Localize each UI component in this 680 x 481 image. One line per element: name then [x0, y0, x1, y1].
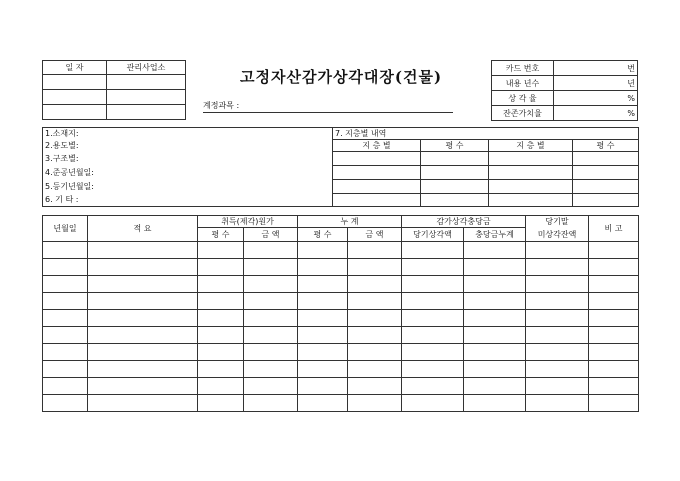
card-number-label: 카드 번호 — [492, 61, 554, 76]
page-title: 고정자산감가상각대장(건물) — [240, 68, 443, 86]
area-cell[interactable] — [573, 152, 639, 166]
ledger-cell[interactable] — [348, 259, 402, 276]
area-cell[interactable] — [421, 180, 489, 194]
ledger-cell[interactable] — [464, 259, 526, 276]
ledger-cell[interactable] — [464, 344, 526, 361]
ledger-cell[interactable] — [526, 378, 589, 395]
remaining-balance-header-bottom: 미상각잔액 — [526, 228, 589, 242]
ledger-cell[interactable] — [244, 344, 298, 361]
ledger-cell[interactable] — [88, 242, 198, 259]
ledger-cell[interactable] — [589, 293, 639, 310]
current-depreciation-header: 당기상각액 — [402, 228, 464, 242]
table-row — [43, 327, 639, 344]
ledger-cell[interactable] — [589, 327, 639, 344]
ledger-cell[interactable] — [464, 310, 526, 327]
area-cell[interactable] — [573, 166, 639, 180]
ledger-cell[interactable] — [402, 276, 464, 293]
cum-amount-header: 금 액 — [348, 228, 402, 242]
ledger-cell[interactable] — [244, 276, 298, 293]
floor-cell[interactable] — [333, 180, 421, 194]
table-row — [43, 310, 639, 327]
ledger-cell[interactable] — [402, 327, 464, 344]
floor-cell[interactable] — [333, 166, 421, 180]
ledger-cell[interactable] — [526, 361, 589, 378]
date-header: 년월일 — [43, 216, 88, 242]
ledger-cell[interactable] — [198, 327, 244, 344]
ledger-cell[interactable] — [198, 344, 244, 361]
ledger-table — [42, 215, 639, 412]
ledger-cell[interactable] — [464, 378, 526, 395]
floor-cell[interactable] — [333, 152, 421, 166]
floor-cell[interactable] — [489, 166, 573, 180]
cumulative-header: 누 계 — [298, 216, 402, 228]
area-cell[interactable] — [421, 152, 489, 166]
ledger-cell[interactable] — [348, 327, 402, 344]
ledger-cell[interactable] — [198, 395, 244, 412]
floor-header: 지 층 별 — [333, 140, 421, 152]
ledger-cell[interactable] — [88, 310, 198, 327]
date-cell[interactable] — [43, 90, 107, 105]
ledger-cell[interactable] — [589, 395, 639, 412]
ledger-cell[interactable] — [526, 327, 589, 344]
ledger-cell[interactable] — [298, 310, 348, 327]
ledger-cell[interactable] — [589, 276, 639, 293]
floor-cell[interactable] — [489, 194, 573, 207]
ledger-cell[interactable] — [402, 259, 464, 276]
depreciation-allowance-header: 감가상각충당금 — [402, 216, 526, 228]
office-cell[interactable] — [107, 105, 186, 120]
table-row — [43, 259, 639, 276]
description-header: 적 요 — [88, 216, 198, 242]
floor-cell[interactable] — [489, 152, 573, 166]
floor-section-title: 7. 지층별 내역 — [333, 128, 639, 140]
floor-cell[interactable] — [333, 194, 421, 207]
ledger-cell[interactable] — [43, 276, 88, 293]
ledger-cell[interactable] — [244, 327, 298, 344]
ledger-cell[interactable] — [88, 276, 198, 293]
ledger-cell[interactable] — [88, 361, 198, 378]
depreciation-rate-unit[interactable]: % — [554, 91, 638, 106]
ledger-cell[interactable] — [464, 327, 526, 344]
ledger-cell[interactable] — [402, 310, 464, 327]
ledger-cell[interactable] — [244, 395, 298, 412]
ledger-cell[interactable] — [464, 361, 526, 378]
ledger-cell[interactable] — [244, 378, 298, 395]
ledger-cell[interactable] — [244, 361, 298, 378]
ledger-cell[interactable] — [43, 361, 88, 378]
ledger-cell[interactable] — [402, 242, 464, 259]
ledger-cell[interactable] — [88, 395, 198, 412]
useful-life-unit[interactable]: 년 — [554, 76, 638, 91]
property-table — [42, 127, 639, 207]
table-row — [43, 293, 639, 310]
ledger-cell[interactable] — [589, 344, 639, 361]
date-cell[interactable] — [43, 105, 107, 120]
floor-cell[interactable] — [489, 180, 573, 194]
ledger-cell[interactable] — [43, 310, 88, 327]
ledger-cell[interactable] — [298, 344, 348, 361]
ledger-body — [43, 242, 639, 412]
acq-amount-header: 금 액 — [244, 228, 298, 242]
ledger-cell[interactable] — [88, 327, 198, 344]
account-field[interactable]: 계정과목 : — [203, 100, 453, 113]
office-cell[interactable] — [107, 75, 186, 90]
area-cell[interactable] — [573, 180, 639, 194]
ledger-cell[interactable] — [348, 293, 402, 310]
acq-area-header: 평 수 — [198, 228, 244, 242]
ledger-cell[interactable] — [348, 378, 402, 395]
ledger-cell[interactable] — [464, 293, 526, 310]
ledger-cell[interactable] — [43, 259, 88, 276]
area-cell[interactable] — [573, 194, 639, 207]
ledger-cell[interactable] — [43, 293, 88, 310]
ledger-cell[interactable] — [244, 310, 298, 327]
ledger-cell[interactable] — [526, 259, 589, 276]
ledger-cell[interactable] — [526, 395, 589, 412]
ledger-cell[interactable] — [198, 276, 244, 293]
ledger-cell[interactable] — [198, 259, 244, 276]
ledger-cell[interactable] — [298, 259, 348, 276]
ledger-cell[interactable] — [589, 259, 639, 276]
date-cell[interactable] — [43, 75, 107, 90]
ledger-cell[interactable] — [298, 293, 348, 310]
ledger-cell[interactable] — [88, 344, 198, 361]
ledger-cell[interactable] — [298, 378, 348, 395]
ledger-cell[interactable] — [348, 395, 402, 412]
date-label: 일 자 — [43, 61, 107, 75]
ledger-cell[interactable] — [348, 276, 402, 293]
area-header: 평 수 — [421, 140, 489, 152]
ledger-cell[interactable] — [244, 259, 298, 276]
area-cell[interactable] — [421, 166, 489, 180]
ledger-cell[interactable] — [589, 361, 639, 378]
ledger-cell[interactable] — [43, 344, 88, 361]
ledger-cell[interactable] — [464, 276, 526, 293]
floor-header: 지 층 별 — [489, 140, 573, 152]
table-row — [43, 378, 639, 395]
table-row — [43, 361, 639, 378]
ledger-cell[interactable] — [43, 378, 88, 395]
ledger-cell[interactable] — [43, 395, 88, 412]
ledger-cell[interactable] — [298, 327, 348, 344]
ledger-cell[interactable] — [526, 276, 589, 293]
other-field[interactable]: 6. 기 타 : — [43, 194, 333, 207]
card-info-table — [491, 60, 638, 121]
ledger-cell[interactable] — [244, 293, 298, 310]
remaining-balance-header-top: 당기말 — [526, 216, 589, 228]
ledger-cell[interactable] — [348, 310, 402, 327]
useful-life-label: 내용 년수 — [492, 76, 554, 91]
date-office-table — [42, 60, 186, 120]
cum-area-header: 평 수 — [298, 228, 348, 242]
structure-field[interactable]: 3.구조별: — [43, 152, 333, 166]
residual-rate-unit[interactable]: % — [554, 106, 638, 121]
ledger-cell[interactable] — [298, 361, 348, 378]
ledger-cell[interactable] — [526, 310, 589, 327]
table-row — [43, 276, 639, 293]
usage-field[interactable]: 2.용도별: — [43, 140, 333, 152]
ledger-cell[interactable] — [43, 242, 88, 259]
ledger-cell[interactable] — [464, 242, 526, 259]
card-number-unit[interactable]: 번 — [554, 61, 638, 76]
ledger-cell[interactable] — [198, 242, 244, 259]
acquisition-cost-header: 취득(제각)원가 — [198, 216, 298, 228]
ledger-cell[interactable] — [198, 378, 244, 395]
ledger-cell[interactable] — [348, 361, 402, 378]
ledger-cell[interactable] — [526, 344, 589, 361]
residual-rate-label: 잔존가치율 — [492, 106, 554, 121]
ledger-cell[interactable] — [88, 378, 198, 395]
ledger-cell[interactable] — [589, 242, 639, 259]
completion-date-field[interactable]: 4.준공년월일: — [43, 166, 333, 180]
ledger-cell[interactable] — [298, 242, 348, 259]
ledger-cell[interactable] — [402, 395, 464, 412]
depreciation-rate-label: 상 각 율 — [492, 91, 554, 106]
ledger-cell[interactable] — [589, 310, 639, 327]
ledger-cell[interactable] — [88, 293, 198, 310]
ledger-cell[interactable] — [464, 395, 526, 412]
ledger-cell[interactable] — [88, 259, 198, 276]
ledger-cell[interactable] — [348, 344, 402, 361]
office-cell[interactable] — [107, 90, 186, 105]
ledger-cell[interactable] — [589, 378, 639, 395]
table-row — [43, 344, 639, 361]
area-header: 평 수 — [573, 140, 639, 152]
ledger-cell[interactable] — [198, 293, 244, 310]
ledger-cell[interactable] — [198, 310, 244, 327]
ledger-cell[interactable] — [298, 276, 348, 293]
area-cell[interactable] — [421, 194, 489, 207]
ledger-cell[interactable] — [402, 344, 464, 361]
location-field[interactable]: 1.소재지: — [43, 128, 333, 140]
ledger-cell[interactable] — [402, 361, 464, 378]
ledger-cell[interactable] — [402, 378, 464, 395]
table-row — [43, 242, 639, 259]
ledger-cell[interactable] — [198, 361, 244, 378]
table-row — [43, 395, 639, 412]
note-header: 비 고 — [589, 216, 639, 242]
registration-date-field[interactable]: 5.등기년월일: — [43, 180, 333, 194]
ledger-cell[interactable] — [43, 327, 88, 344]
ledger-cell[interactable] — [348, 242, 402, 259]
ledger-cell[interactable] — [298, 395, 348, 412]
ledger-cell[interactable] — [526, 293, 589, 310]
accumulated-allowance-header: 충당금누계 — [464, 228, 526, 242]
ledger-cell[interactable] — [526, 242, 589, 259]
office-label: 관리사업소 — [107, 61, 186, 75]
ledger-cell[interactable] — [244, 242, 298, 259]
ledger-cell[interactable] — [402, 293, 464, 310]
